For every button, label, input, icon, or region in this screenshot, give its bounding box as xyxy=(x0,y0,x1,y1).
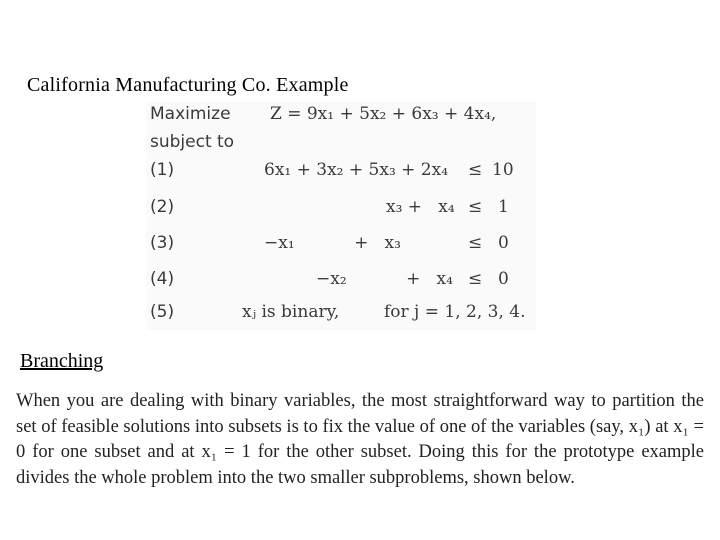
objective-expression: Z = 9x₁ + 5x₂ + 6x₃ + 4x₄, xyxy=(270,104,497,124)
constraint-number: (4) xyxy=(150,269,175,289)
constraint-row xyxy=(146,269,536,299)
constraint-lhs: −x₂ + x₄ xyxy=(316,269,453,289)
constraint-row xyxy=(146,160,536,190)
lp-model xyxy=(146,102,536,330)
constraint-number: (1) xyxy=(150,160,175,180)
constraint-lhs: x₃ + x₄ xyxy=(386,197,455,217)
constraint-row xyxy=(146,197,536,227)
constraint-operator: ≤ xyxy=(468,269,483,289)
subject-to-row xyxy=(146,132,536,162)
constraint-number: (2) xyxy=(150,197,175,217)
subject-to-label: subject to xyxy=(150,132,235,152)
objective-row xyxy=(146,104,536,134)
branching-paragraph: When you are dealing with binary variables, the most straightforward way to partition the set of feasible solutions into subsets is to fix the value of one of the variables (say, x₁) at x₁ = 0 for one subset and at x₁ = 1 for the other subset. Doing this for the prototype example divides the whole problem into the two smaller subproblems, shown below. xyxy=(16,391,704,488)
constraint-row xyxy=(146,233,536,263)
constraint-rhs: 1 xyxy=(498,197,509,217)
constraint-lhs: 6x₁ + 3x₂ + 5x₃ + 2x₄ xyxy=(264,160,449,180)
slide-title: California Manufacturing Co. Example xyxy=(27,74,349,96)
constraint-operator: ≤ xyxy=(468,160,483,180)
constraint-rhs: 0 xyxy=(498,269,509,289)
binary-condition: for j = 1, 2, 3, 4. xyxy=(384,302,526,322)
constraint-operator: ≤ xyxy=(468,233,483,253)
constraint-number: (3) xyxy=(150,233,175,253)
binary-row xyxy=(146,302,536,332)
constraint-rhs: 10 xyxy=(492,160,514,180)
objective-label: Maximize xyxy=(150,104,231,124)
constraint-operator: ≤ xyxy=(468,197,483,217)
constraint-lhs: −x₁ + x₃ xyxy=(264,233,401,253)
constraint-number: (5) xyxy=(150,302,175,322)
branching-heading: Branching xyxy=(20,350,104,372)
constraint-rhs: 0 xyxy=(498,233,509,253)
binary-statement: xⱼ is binary, xyxy=(242,302,340,322)
